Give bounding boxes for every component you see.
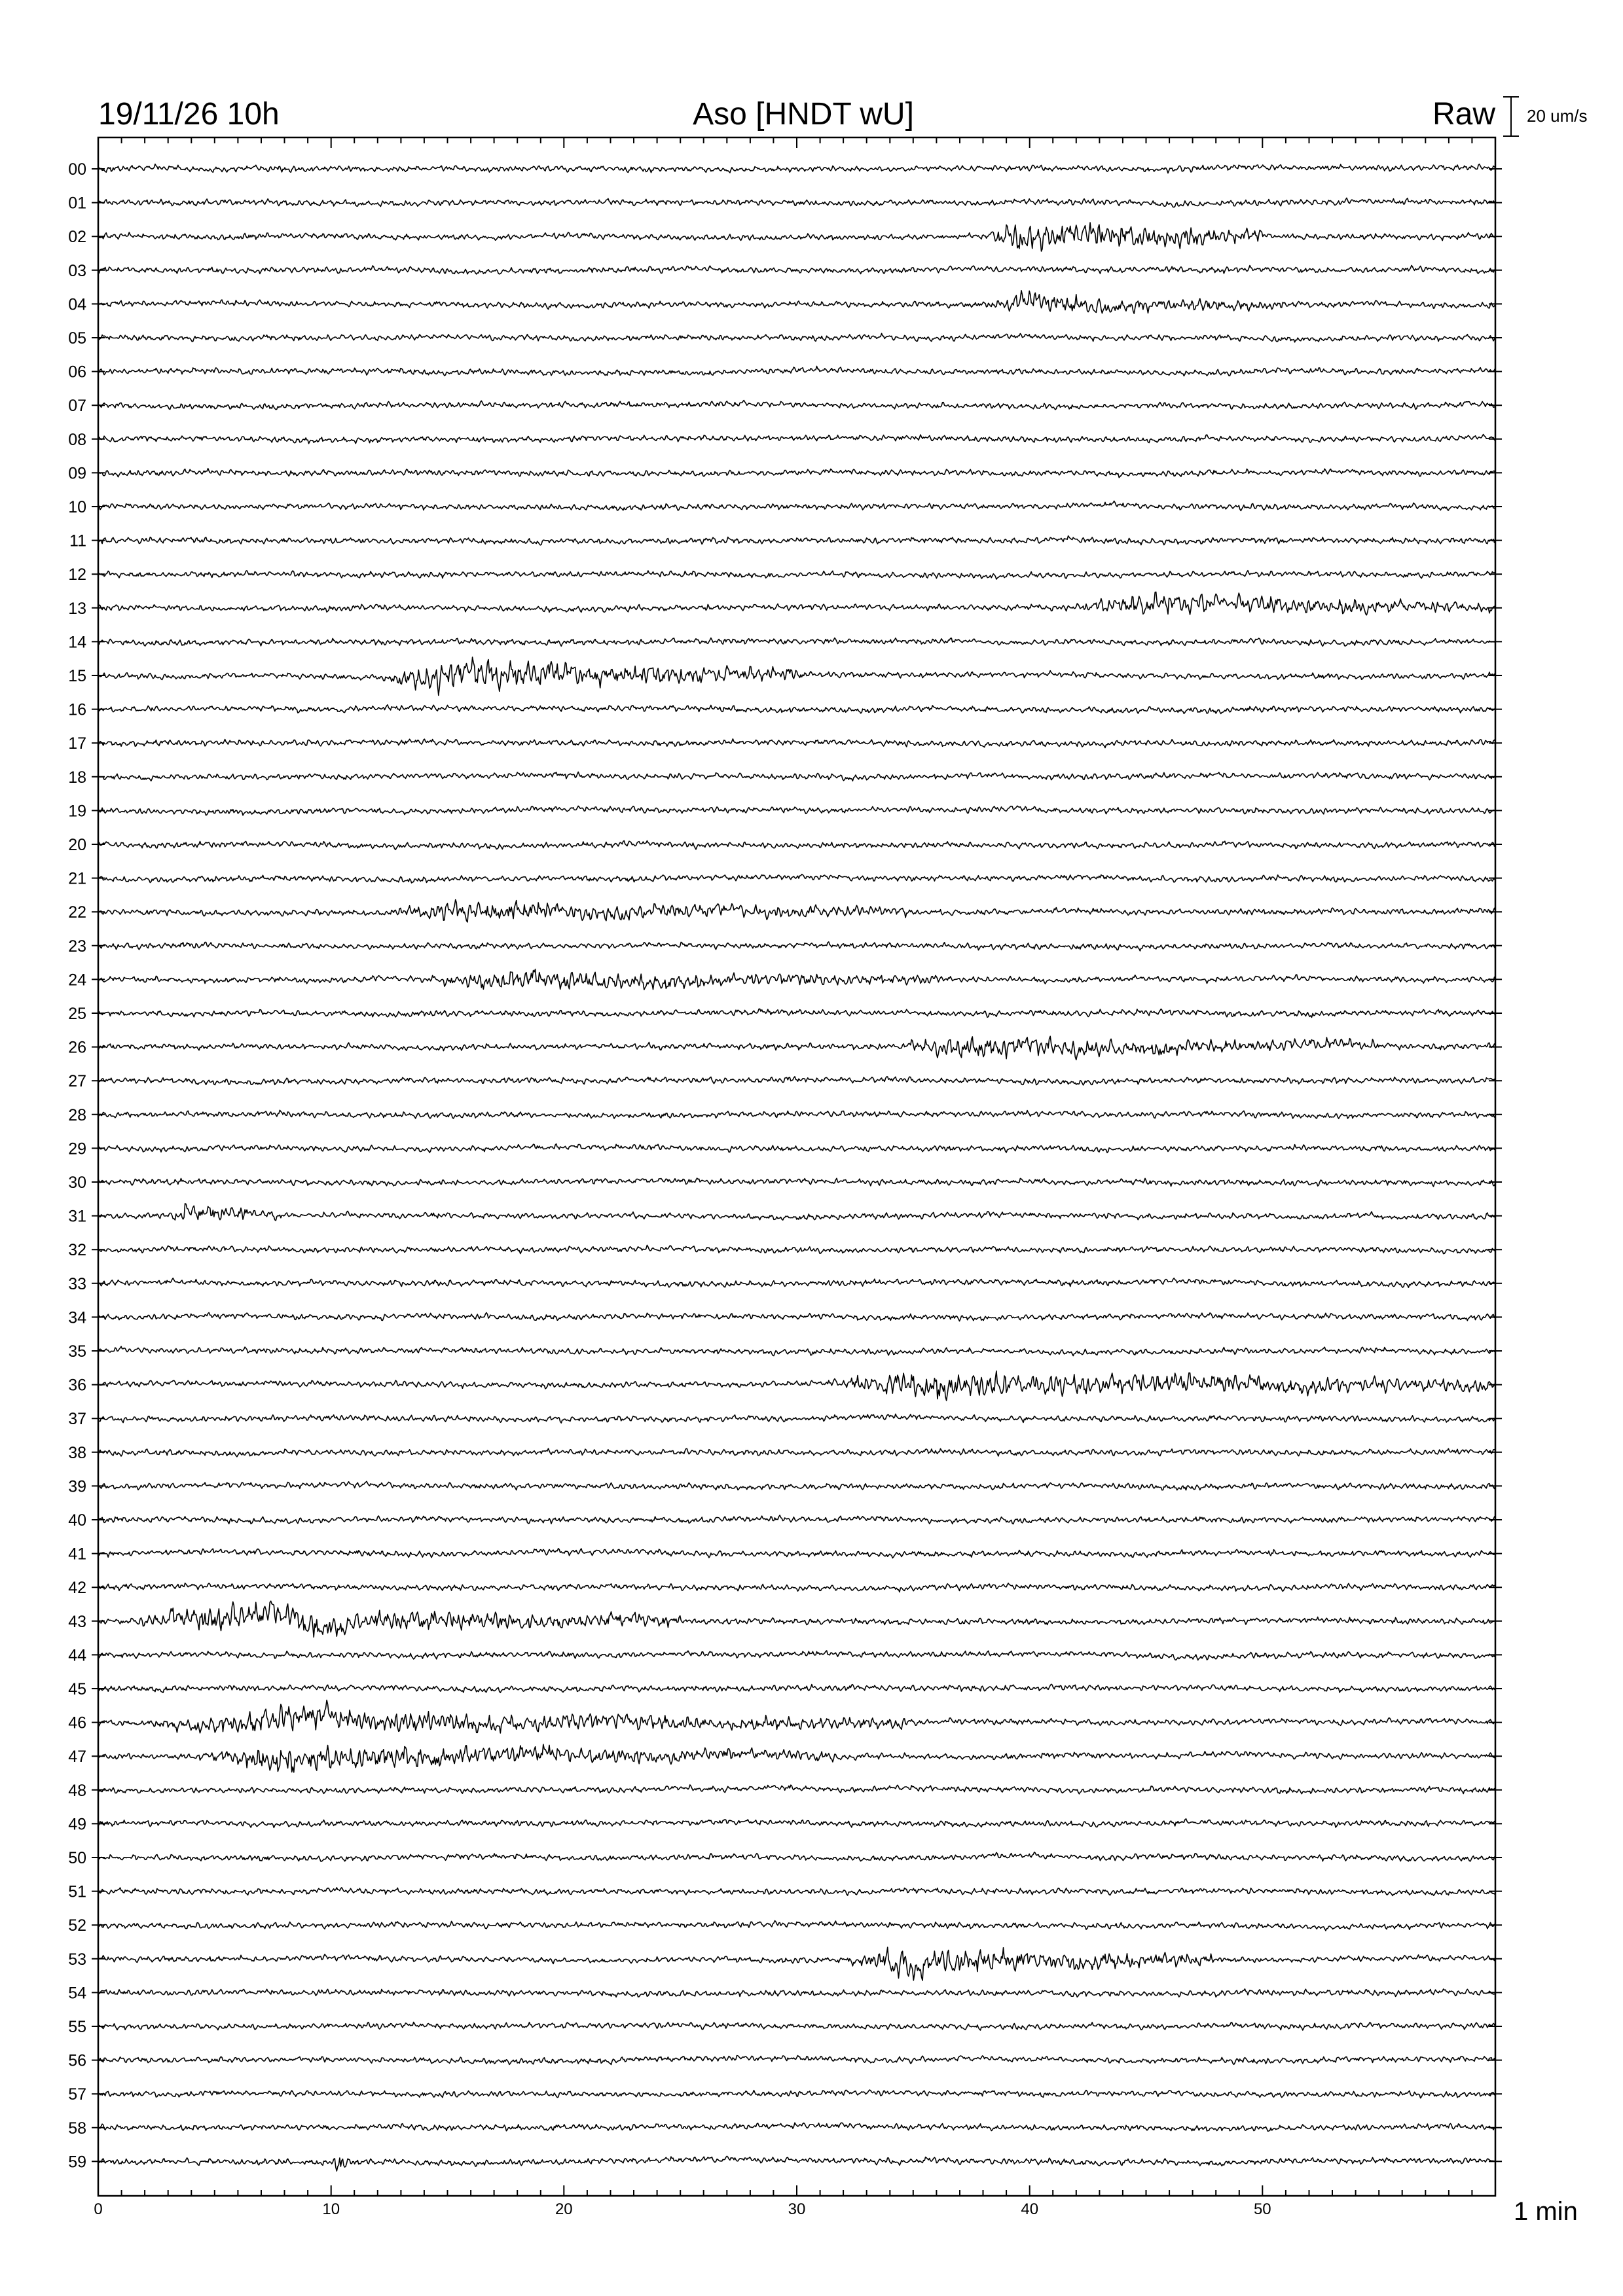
trace-row-41 [98, 1549, 1495, 1558]
trace-row-58 [98, 2123, 1495, 2131]
trace-row-01 [98, 198, 1495, 207]
row-label-20: 20 [68, 836, 86, 854]
row-label-54: 54 [68, 1984, 86, 2003]
trace-row-44 [98, 1651, 1495, 1660]
row-label-37: 37 [68, 1410, 86, 1429]
trace-row-19 [98, 806, 1495, 815]
row-label-08: 08 [68, 430, 86, 449]
row-label-23: 23 [68, 937, 86, 956]
row-label-47: 47 [68, 1748, 86, 1767]
row-label-31: 31 [68, 1207, 86, 1226]
trace-row-18 [98, 772, 1495, 781]
trace-row-20 [98, 841, 1495, 850]
trace-row-10 [98, 501, 1495, 511]
amplitude-scale-bar [1503, 97, 1519, 136]
row-label-04: 04 [68, 295, 86, 314]
trace-row-22 [98, 900, 1495, 922]
scale-label: 20 um/s [1527, 106, 1588, 126]
trace-row-27 [98, 1077, 1495, 1085]
trace-row-46 [98, 1700, 1495, 1733]
x-tick-label-30: 30 [788, 2200, 806, 2218]
row-label-53: 53 [68, 1950, 86, 1969]
row-label-51: 51 [68, 1882, 86, 1901]
trace-row-30 [98, 1178, 1495, 1187]
trace-row-08 [98, 435, 1495, 444]
row-label-49: 49 [68, 1815, 86, 1834]
trace-row-21 [98, 874, 1495, 883]
mode-label: Raw [1432, 97, 1495, 132]
row-label-16: 16 [68, 700, 86, 719]
trace-row-50 [98, 1852, 1495, 1861]
trace-row-28 [98, 1110, 1495, 1119]
row-label-30: 30 [68, 1174, 86, 1192]
trace-row-37 [98, 1414, 1495, 1423]
x-tick-label-50: 50 [1253, 2200, 1271, 2218]
row-label-18: 18 [68, 768, 86, 787]
row-label-42: 42 [68, 1579, 86, 1598]
row-labels [68, 160, 86, 2171]
row-label-00: 00 [68, 160, 86, 179]
row-label-24: 24 [68, 971, 86, 990]
trace-row-13 [98, 592, 1495, 615]
trace-row-23 [98, 942, 1495, 951]
row-label-25: 25 [68, 1005, 86, 1023]
trace-row-57 [98, 2090, 1495, 2098]
station-title: Aso [HNDT wU] [693, 97, 914, 132]
trace-row-53 [98, 1947, 1495, 1981]
row-label-57: 57 [68, 2085, 86, 2104]
trace-row-45 [98, 1684, 1495, 1693]
trace-row-36 [98, 1371, 1495, 1401]
row-label-21: 21 [68, 869, 86, 888]
trace-row-15 [98, 657, 1495, 695]
row-label-10: 10 [68, 498, 86, 516]
trace-row-16 [98, 705, 1495, 714]
trace-row-39 [98, 1481, 1495, 1490]
row-label-33: 33 [68, 1274, 86, 1293]
row-label-11: 11 [69, 531, 86, 550]
row-label-19: 19 [68, 802, 86, 821]
row-label-43: 43 [68, 1612, 86, 1631]
row-ticks [92, 169, 1502, 2161]
trace-row-00 [98, 164, 1495, 173]
row-label-12: 12 [68, 565, 86, 584]
trace-row-03 [98, 266, 1495, 274]
row-label-35: 35 [68, 1342, 86, 1361]
row-label-38: 38 [68, 1443, 86, 1462]
row-label-32: 32 [68, 1241, 86, 1260]
trace-row-35 [98, 1346, 1495, 1355]
trace-row-02 [98, 223, 1495, 251]
trace-row-25 [98, 1009, 1495, 1017]
trace-row-26 [98, 1036, 1495, 1060]
row-label-55: 55 [68, 2018, 86, 2036]
trace-row-06 [98, 367, 1495, 376]
trace-row-05 [98, 333, 1495, 342]
trace-row-11 [98, 536, 1495, 545]
trace-row-17 [98, 739, 1495, 748]
row-label-26: 26 [68, 1038, 86, 1057]
row-label-50: 50 [68, 1849, 86, 1867]
datetime-title: 19/11/26 10h [98, 97, 280, 132]
trace-row-29 [98, 1144, 1495, 1153]
row-label-56: 56 [68, 2051, 86, 2070]
trace-row-34 [98, 1313, 1495, 1321]
x-tick-label-20: 20 [555, 2200, 573, 2218]
row-label-39: 39 [68, 1477, 86, 1496]
x-unit-label: 1 min [1514, 2197, 1578, 2226]
row-label-14: 14 [68, 633, 86, 652]
trace-row-40 [98, 1515, 1495, 1524]
row-label-36: 36 [68, 1376, 86, 1395]
x-tick-label-40: 40 [1021, 2200, 1039, 2218]
trace-row-14 [98, 638, 1495, 647]
traces [98, 164, 1495, 2171]
trace-row-09 [98, 469, 1495, 478]
trace-row-24 [98, 969, 1495, 990]
row-label-02: 02 [68, 228, 86, 247]
row-label-07: 07 [68, 397, 86, 416]
row-label-34: 34 [68, 1308, 86, 1327]
row-label-27: 27 [68, 1072, 86, 1091]
row-label-45: 45 [68, 1680, 86, 1698]
trace-row-31 [98, 1204, 1495, 1221]
trace-row-43 [98, 1601, 1495, 1637]
row-label-52: 52 [68, 1916, 86, 1935]
row-label-59: 59 [68, 2153, 86, 2172]
trace-row-52 [98, 1921, 1495, 1931]
row-label-46: 46 [68, 1713, 86, 1732]
plot-frame [98, 137, 1495, 2196]
row-label-58: 58 [68, 2119, 86, 2138]
trace-row-49 [98, 1819, 1495, 1828]
row-label-28: 28 [68, 1105, 86, 1124]
trace-row-47 [98, 1744, 1495, 1772]
row-label-48: 48 [68, 1781, 86, 1800]
trace-row-07 [98, 401, 1495, 410]
row-label-01: 01 [68, 194, 86, 213]
row-label-44: 44 [68, 1646, 86, 1665]
trace-row-51 [98, 1888, 1495, 1896]
row-label-41: 41 [68, 1545, 86, 1564]
x-tick-label-0: 0 [94, 2200, 103, 2218]
row-label-13: 13 [68, 599, 86, 618]
trace-row-04 [98, 291, 1495, 314]
row-label-40: 40 [68, 1511, 86, 1530]
trace-row-54 [98, 1989, 1495, 1997]
row-label-15: 15 [68, 667, 86, 685]
row-label-29: 29 [68, 1139, 86, 1158]
row-label-17: 17 [68, 734, 86, 753]
trace-row-12 [98, 571, 1495, 579]
x-axis [94, 137, 1495, 2218]
trace-row-33 [98, 1278, 1495, 1287]
trace-row-32 [98, 1245, 1495, 1253]
row-label-03: 03 [68, 261, 86, 280]
trace-row-59 [98, 2156, 1495, 2171]
row-label-06: 06 [68, 363, 86, 382]
row-label-09: 09 [68, 464, 86, 483]
row-label-22: 22 [68, 903, 86, 922]
x-tick-label-10: 10 [322, 2200, 340, 2218]
trace-row-56 [98, 2056, 1495, 2065]
trace-row-42 [98, 1583, 1495, 1592]
trace-row-38 [98, 1448, 1495, 1457]
row-label-05: 05 [68, 329, 86, 348]
trace-row-48 [98, 1785, 1495, 1794]
trace-row-55 [98, 2022, 1495, 2030]
